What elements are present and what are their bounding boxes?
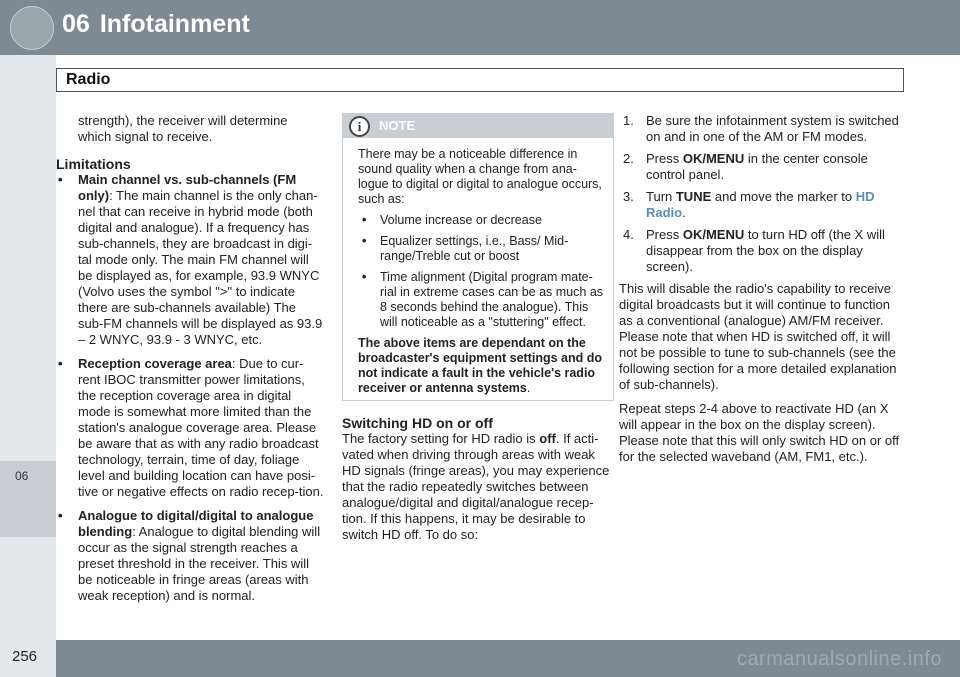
chapter-name: Infotainment	[99, 10, 250, 38]
section-bar	[56, 68, 904, 92]
note-warning	[358, 336, 606, 396]
hd-radio-link: HD Radio	[646, 189, 875, 220]
step-key: OK/MENU	[682, 151, 745, 166]
switching-hd-text	[342, 431, 614, 543]
note-body	[358, 147, 606, 396]
list-item	[358, 270, 606, 330]
footer-bar	[0, 640, 960, 677]
step-text: and move the marker to	[711, 189, 856, 204]
column-3	[619, 113, 905, 465]
step-key: OK/MENU	[682, 227, 745, 242]
page-number: 256	[12, 648, 38, 665]
paragraph: This will disable the radio's capability to receive digital broadcasts but it will continue to function as a conventional (analogue) AM/FM receiver. Please note that when HD is switched off, it will not be possible to tune to sub-channels (see the following section for a more detailed explanation of sub-channels).	[619, 281, 897, 392]
bullet-icon: •	[362, 270, 367, 284]
note-label: NOTE	[379, 118, 416, 133]
note-intro: There may be a noticeable difference in sound quality when a change from ana-logue to digital or digital to analogue occurs, such as:	[358, 147, 602, 206]
chapter-side-tab	[0, 461, 56, 537]
step-item	[623, 113, 905, 145]
side-margin	[0, 55, 56, 640]
step-key: TUNE	[675, 189, 712, 204]
step-number: 2.	[623, 151, 634, 166]
note-bullet: Equalizer settings, i.e., Bass/ Mid-range/Treble cut or boost	[380, 234, 569, 263]
step-text: in the center console control panel.	[646, 151, 868, 182]
paragraph: Repeat steps 2-4 above to reactivate HD (an X will appear in the box on the display screen). Please note that this will only switch HD on or off for the selected waveband (AM, FM1, etc.).	[619, 401, 900, 464]
step-text: to turn HD off (the X will disappear from the box on the display screen).	[646, 227, 885, 274]
bullet-icon: •	[58, 508, 63, 523]
list-item	[358, 234, 606, 264]
chapter-circle-icon	[10, 6, 54, 50]
list-item	[58, 172, 324, 348]
note-box	[342, 113, 614, 401]
step-item	[623, 189, 905, 221]
text-segment: The factory setting for HD radio is	[342, 431, 540, 446]
step-number: 4.	[623, 227, 634, 242]
chapter-header-bar	[0, 0, 960, 55]
note-warning-end: .	[526, 381, 531, 395]
list-item	[58, 508, 324, 604]
chapter-title	[62, 10, 250, 39]
text-bold: off	[539, 431, 556, 446]
step-text: Turn	[646, 189, 676, 204]
text-segment: . If acti-vated when driving through areas with weak HD signals (fringe areas), you may experience that the radio repeatedly switches between analogue/digital and digital/analogue recep-tion. If this happens, it may be desirable to switch HD off. To do so:	[342, 431, 610, 542]
step-number: 1.	[623, 113, 634, 128]
bullet-icon: •	[362, 234, 367, 248]
side-tab-label: 06	[15, 469, 29, 483]
switching-hd-heading: Switching HD on or off	[342, 415, 493, 431]
column-2	[342, 415, 614, 543]
bullet-title: Analogue to digital/digital to analogue blending	[78, 508, 314, 539]
bullet-text: : Due to cur-rent IBOC transmitter power limitations, the reception coverage area in digital mode is somewhat more limited than the station's analogue coverage area. Please be aware that as with any radio broadcast technology, terrain, time of day, foliage level and building location can have posi-tive or negative effects on radio recep-tion.	[78, 356, 324, 499]
bullet-text: : The main channel is the only chan-nel that can receive in hybrid mode (both digital and analogue). If a frequency has sub-channels, they are broadcast in digi-tal mode only. The main FM channel will be displayed as, for example, 93.9 WNYC (Volvo uses the symbol ">" to indicate there are sub-channels available) The sub-FM channels will be displayed as 93.9 – 2 WNYC, 93.9 - 3 WNYC, etc.	[78, 188, 323, 347]
step-text: Press	[646, 151, 683, 166]
bullet-icon: •	[362, 213, 367, 227]
note-header	[343, 114, 613, 138]
step-text: Press	[646, 227, 683, 242]
bullet-title: Main channel vs. sub-channels (FM only)	[78, 172, 297, 203]
column-1	[56, 113, 324, 604]
info-icon: i	[349, 116, 370, 137]
step-number: 3.	[623, 189, 634, 204]
list-item	[58, 356, 324, 500]
bullet-text: : Analogue to digital blending will occur as the signal strength reaches a preset threshold in the receiver. This will be noticeable in fringe areas (areas with weak reception) and is normal.	[78, 524, 321, 603]
note-bullet: Volume increase or decrease	[380, 213, 542, 227]
note-bullet: Time alignment (Digital program mate-rial in extreme cases can be as much as 8 seconds behind the analogue). This will noticeable as a "stuttering" effect.	[380, 270, 604, 329]
intro-text: strength), the receiver will determine which signal to receive.	[78, 113, 288, 144]
bullet-title: Reception coverage area	[78, 356, 232, 371]
limitations-heading: Limitations	[56, 156, 131, 172]
note-warning-bold: The above items are dependant on the broadcaster's equipment settings and do not indicate a fault in the vehicle's radio receiver or antenna systems	[358, 336, 602, 395]
watermark: carmanualsonline.info	[736, 648, 942, 670]
list-item	[358, 213, 606, 228]
bullet-icon: •	[58, 172, 63, 187]
section-title: Radio	[66, 71, 111, 88]
step-item	[623, 227, 905, 275]
step-text: Be sure the infotainment system is switched on and in one of the AM or FM modes.	[646, 113, 899, 144]
step-text: .	[682, 205, 686, 220]
chapter-number: 06	[62, 10, 90, 38]
bullet-icon: •	[58, 356, 63, 371]
page-number-box	[0, 640, 56, 677]
step-item	[623, 151, 905, 183]
